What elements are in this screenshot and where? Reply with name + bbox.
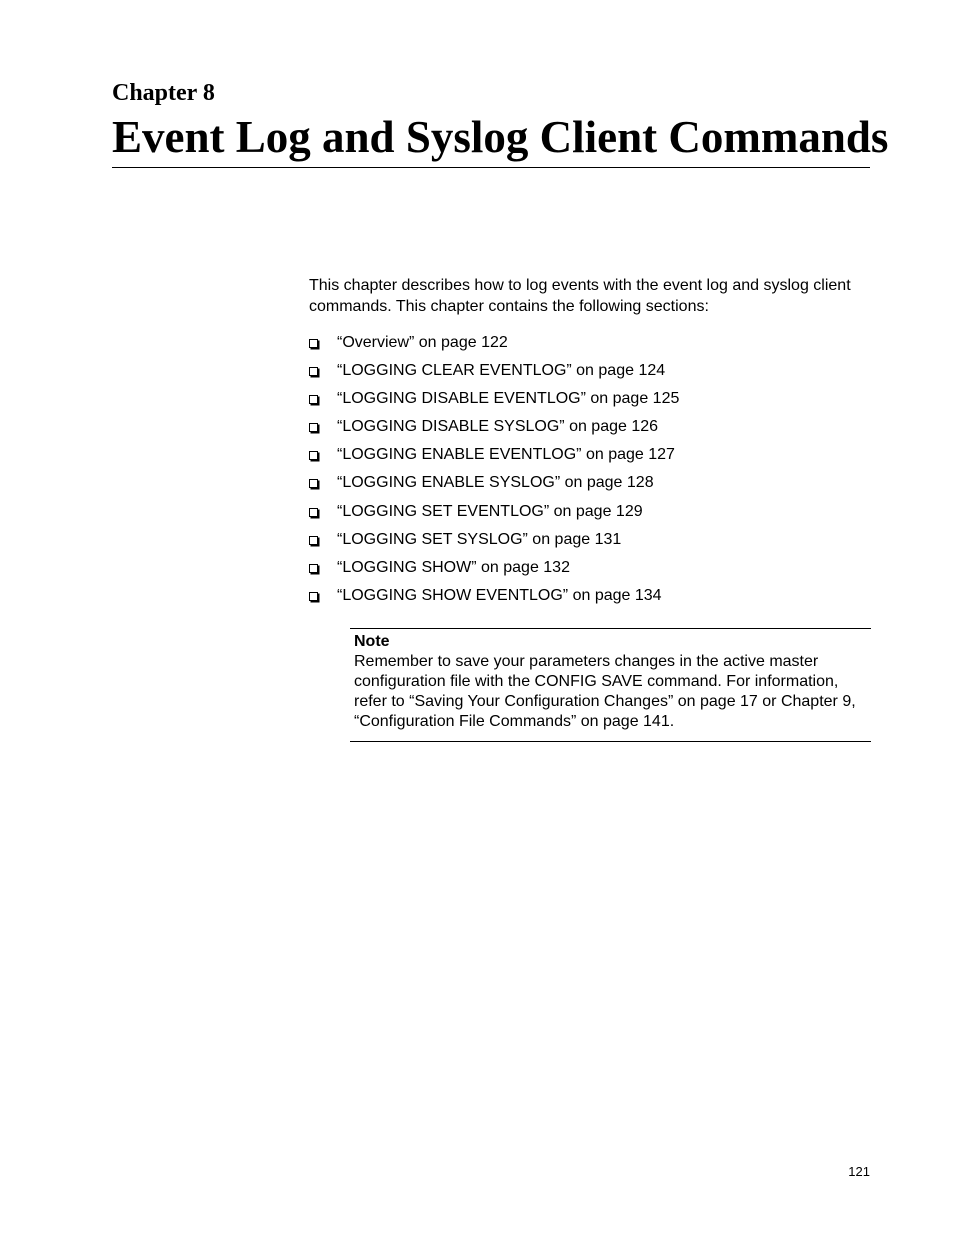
title-divider: [112, 167, 870, 168]
section-link[interactable]: “LOGGING SET SYSLOG” on page 131: [337, 530, 622, 548]
note-body: Remember to save your parameters changes in the active master configuration file with the CONFIG SAVE command. For information, refer to “Saving Your Configuration Changes” on page 17 or Chapter 9, “Configuration File Commands” on page 141.: [354, 653, 856, 730]
checkbox-bullet-icon: [309, 451, 318, 460]
section-link[interactable]: “LOGGING DISABLE EVENTLOG” on page 125: [337, 390, 680, 408]
section-link[interactable]: “LOGGING ENABLE EVENTLOG” on page 127: [337, 446, 675, 464]
checkbox-bullet-icon: [309, 592, 318, 601]
checkbox-bullet-icon: [309, 479, 318, 488]
checkbox-bullet-icon: [309, 423, 318, 432]
section-link[interactable]: “LOGGING SHOW” on page 132: [337, 558, 570, 576]
section-link[interactable]: “Overview” on page 122: [337, 334, 508, 351]
section-link[interactable]: “LOGGING ENABLE SYSLOG” on page 128: [337, 474, 654, 492]
page-number: 121: [848, 1164, 870, 1179]
checkbox-bullet-icon: [309, 536, 318, 545]
section-link[interactable]: “LOGGING SHOW EVENTLOG” on page 134: [337, 586, 662, 604]
checkbox-bullet-icon: [309, 367, 318, 376]
checkbox-bullet-icon: [309, 339, 318, 348]
section-link[interactable]: “LOGGING CLEAR EVENTLOG” on page 124: [337, 362, 666, 380]
note-box: [350, 628, 871, 742]
note-heading: Note: [354, 633, 390, 650]
section-link[interactable]: “LOGGING SET EVENTLOG” on page 129: [337, 502, 643, 520]
checkbox-bullet-icon: [309, 395, 318, 404]
chapter-title: Event Log and Syslog Client Commands: [112, 112, 889, 162]
checkbox-bullet-icon: [309, 508, 318, 517]
section-link[interactable]: “LOGGING DISABLE SYSLOG” on page 126: [337, 418, 659, 436]
chapter-label: Chapter 8: [112, 80, 215, 106]
checkbox-bullet-icon: [309, 564, 318, 573]
intro-paragraph: This chapter describes how to log events with the event log and syslog client commands. This chapter contains the following sections:: [309, 277, 851, 315]
